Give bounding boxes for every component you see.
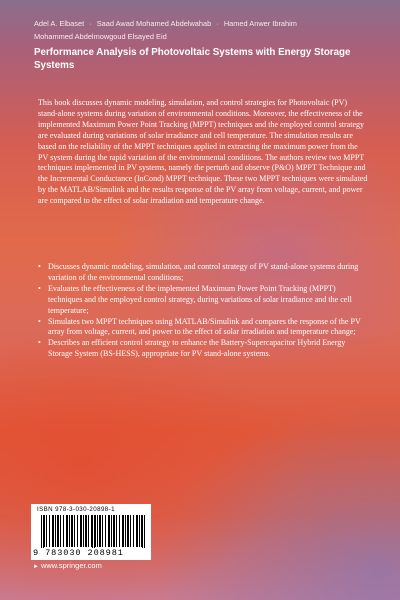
author-line-2 [34,30,394,43]
feature-list [38,262,368,360]
barcode-guard-middle [92,515,95,552]
barcode-guard-left [41,515,44,552]
isbn-label: ISBN 978-3-030-20898-1 [37,506,115,513]
author-separator: · [89,19,92,28]
list-item: • Simulates two MPPT techniques using MATLAB/Simulink and compares the response of the PV array from voltage, current, and power to the effect of solar irradiation and temperature change; [38,317,368,339]
url-domain: springer.com [58,561,102,570]
author-separator: · [216,19,219,28]
book-description: This book discusses dynamic modeling, simulation, and control strategies for Photovoltaic (PV) stand-alone systems during variation of environmental conditions. Moreover, the effectiveness of the implemented Maximum Power Point Tracking (MPPT) techniques and the employed control strategy are evaluated during variations of solar irradiance and cell temperature. The simulation results are based on the reliability of the MPPT techniques applied in extracting the maximum power from the PV system during the rapid variation of the environmental conditions. The authors review two MPPT techniques implemented in PV systems, namely the perturb and observe (P&O) MPPT Technique and the Incremental Conductance (InCond) MPPT technique. These two MPPT techniques were simulated by the MATLAB/Simulink and the results response of the PV array from voltage, current, and power are compared to the effect of solar irradiation and temperature change. [38,98,368,206]
barcode-digits: 9 783030 208981 [33,548,151,558]
isbn-barcode [31,504,151,560]
book-title: Performance Analysis of Photovoltaic Systems with Energy Storage Systems [34,47,351,71]
author-name: Hamed Anwer Ibrahim [223,19,297,28]
barcode-guard-right [142,515,145,552]
author-name: Mohammed Abdelmowgoud Elsayed Eid [34,32,167,41]
list-item: • Discusses dynamic modeling, simulation, and control strategy of PV stand-alone systems during variation of the environmental conditions; [38,262,368,284]
publisher-link[interactable]: ► www.springer.com [33,561,102,570]
author-name: Adel A. Elbaset [34,19,85,28]
author-line-1 [34,17,394,30]
url-prefix: www [40,561,57,570]
author-list [34,17,394,43]
list-item: • Evaluates the effectiveness of the implemented Maximum Power Point Tracking (MPPT) techniques and the employed control strategy, during variations of solar irradiance and the cell temperature; [38,284,368,317]
list-item: • Describes an efficient control strategy to enhance the Battery-Supercapacitor Hybrid Energy Storage System (BS-HESS), appropriate for PV stand-alone systems. [38,338,368,360]
arrow-icon: ► [33,564,39,570]
author-name: Saad Awad Mohamed Abdelwahab [96,19,212,28]
